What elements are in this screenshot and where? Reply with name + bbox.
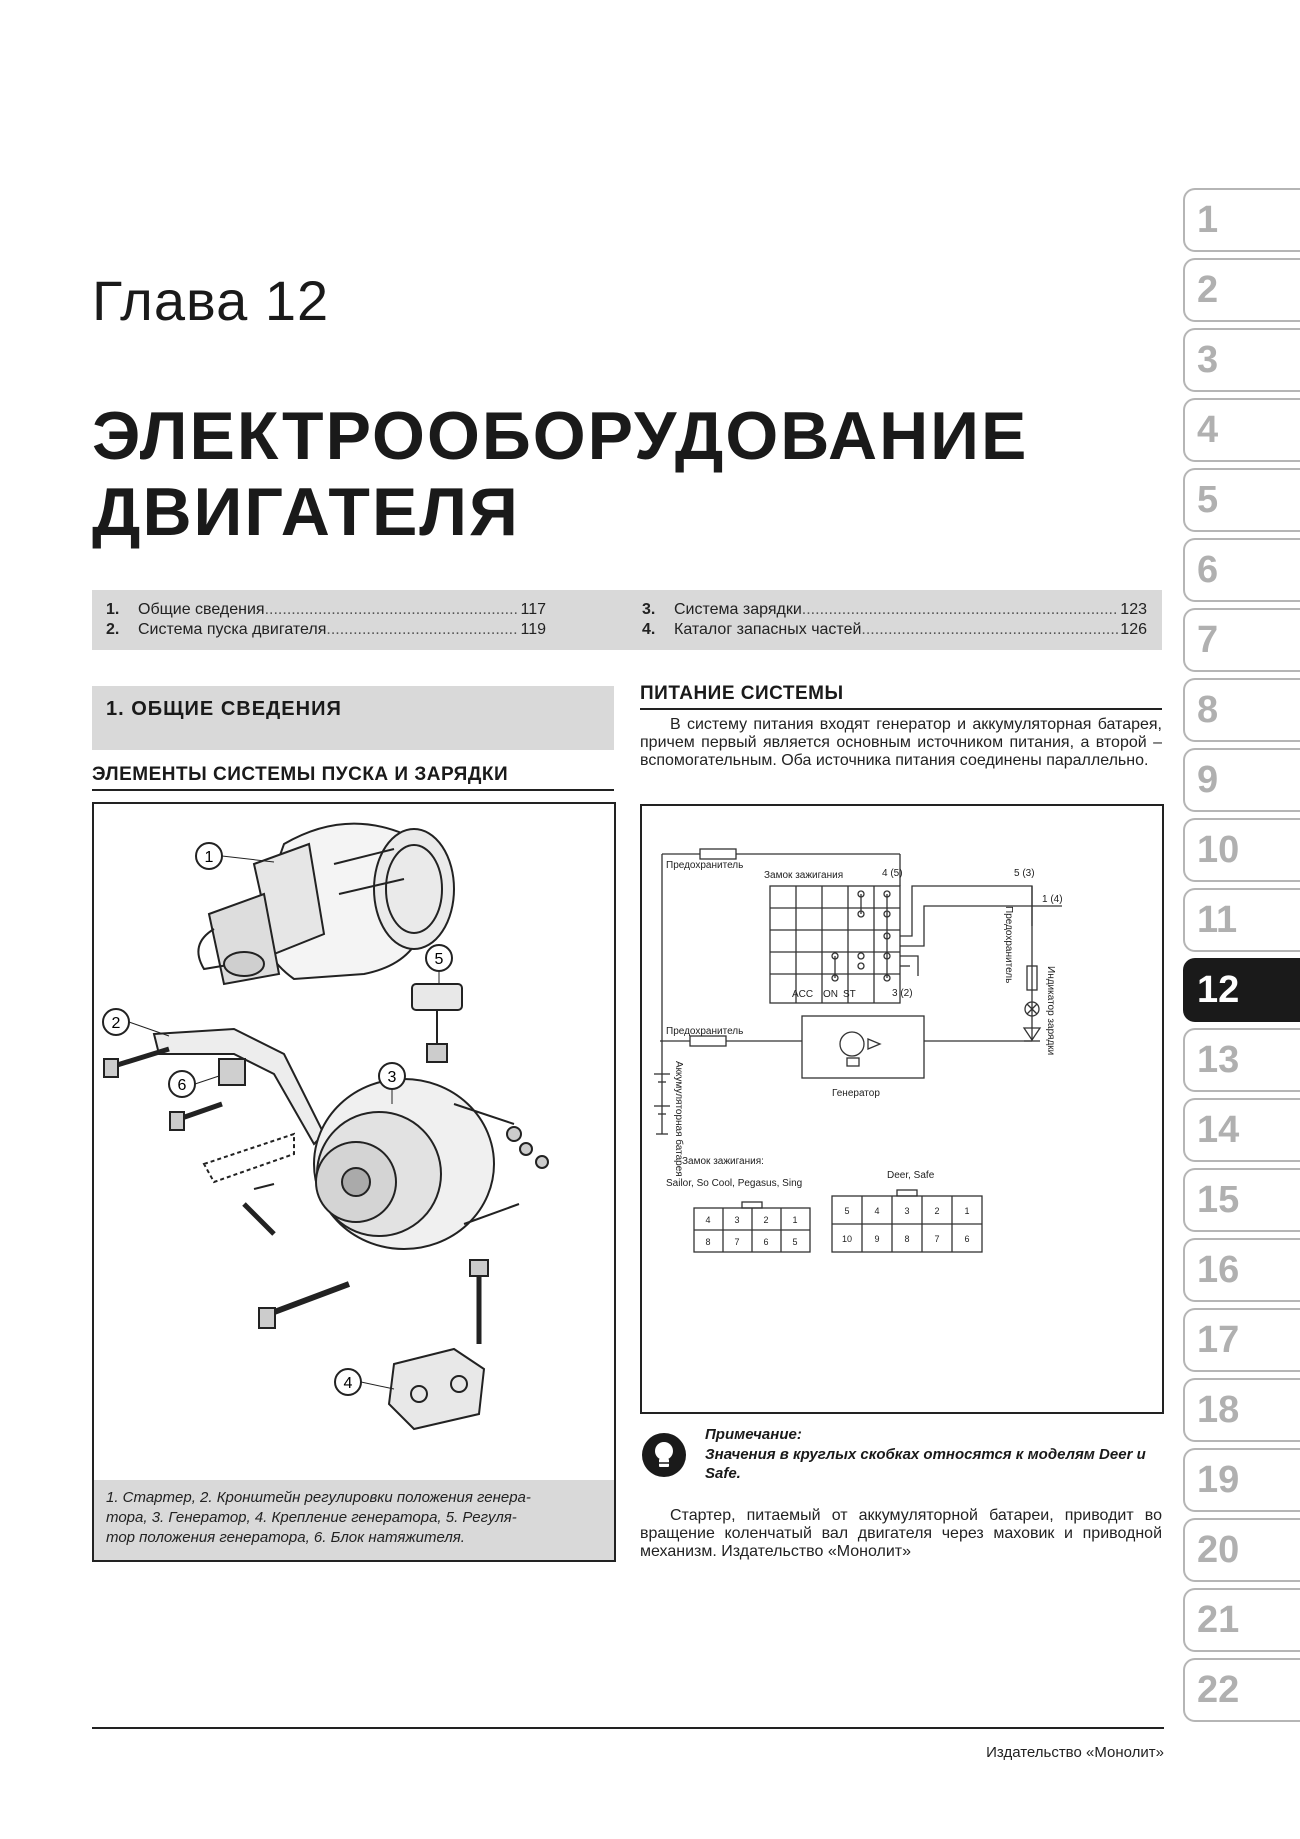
label-models-a: Sailor, So Cool, Pegasus, Sing bbox=[666, 1178, 803, 1189]
svg-text:5: 5 bbox=[844, 1206, 850, 1216]
chapter-tab-18[interactable]: 18 bbox=[1183, 1378, 1300, 1442]
svg-text:9: 9 bbox=[874, 1234, 880, 1244]
chapter-tab-5[interactable]: 5 bbox=[1183, 468, 1300, 532]
label-charge-indicator: Индикатор зарядки bbox=[1045, 966, 1056, 1056]
chapter-tab-6[interactable]: 6 bbox=[1183, 538, 1300, 602]
chapter-tab-1[interactable]: 1 bbox=[1183, 188, 1300, 252]
callout-4 bbox=[335, 1369, 394, 1395]
svg-text:2: 2 bbox=[763, 1215, 769, 1225]
chapter-tab-21[interactable]: 21 bbox=[1183, 1588, 1300, 1652]
chapter-title-line1: ЭЛЕКТРООБОРУДОВАНИЕ bbox=[92, 398, 1029, 474]
footer-divider bbox=[92, 1727, 1164, 1729]
chapter-contents bbox=[92, 590, 1162, 650]
starter-paragraph: Стартер, питаемый от аккумуляторной батареи, приводит во вращение коленчатый вал двигателя через маховик и приводной механизм. Издательство «Монолит» bbox=[640, 1507, 1162, 1560]
note-text: Значения в круглых скобках относятся к моделям Deer и Safe. bbox=[705, 1446, 1146, 1482]
footer-publisher: Издательство «Монолит» bbox=[986, 1744, 1164, 1761]
svg-text:1: 1 bbox=[204, 849, 214, 866]
label-pin-53: 5 (3) bbox=[1014, 868, 1035, 879]
chapter-tab-2[interactable]: 2 bbox=[1183, 258, 1300, 322]
label-fuse-top: Предохранитель bbox=[666, 860, 744, 871]
chapter-tab-4[interactable]: 4 bbox=[1183, 398, 1300, 462]
chapter-tab-20[interactable]: 20 bbox=[1183, 1518, 1300, 1582]
chapter-title-line2: ДВИГАТЕЛЯ bbox=[92, 474, 520, 550]
chapter-tab-9[interactable]: 9 bbox=[1183, 748, 1300, 812]
label-st: ST bbox=[843, 989, 856, 1000]
svg-text:4: 4 bbox=[874, 1206, 880, 1216]
components-illustration bbox=[94, 804, 614, 1480]
chapter-tab-16[interactable]: 16 bbox=[1183, 1238, 1300, 1302]
svg-text:1: 1 bbox=[792, 1215, 798, 1225]
starter-drawing bbox=[198, 824, 454, 984]
label-fuse-vertical: Предохранитель bbox=[1003, 906, 1014, 984]
chapter-tab-10[interactable]: 10 bbox=[1183, 818, 1300, 882]
callout-6 bbox=[169, 1071, 219, 1097]
figure-caption: 1. Стартер, 2. Кронштейн регулировки положения генера- тора, 3. Генератор, 4. Крепление генератора, 5. Регуля- тор положения генератора, 6. Блок натяжителя. bbox=[94, 1480, 614, 1560]
svg-text:6: 6 bbox=[177, 1077, 187, 1094]
subheading-power: ПИТАНИЕ СИСТЕМЫ bbox=[640, 683, 1162, 710]
svg-text:8: 8 bbox=[705, 1237, 711, 1247]
power-paragraph: В систему питания входят генератор и аккумуляторная батарея, причем первый является основным источником питания, а второй – вспомогательным. Оба источника питания соединены параллельно. bbox=[640, 716, 1162, 769]
svg-text:3: 3 bbox=[904, 1206, 910, 1216]
label-pin-32: 3 (2) bbox=[892, 988, 913, 999]
svg-text:7: 7 bbox=[734, 1237, 740, 1247]
label-battery: Аккумуляторная батарея bbox=[673, 1061, 684, 1177]
chapter-tab-13[interactable]: 13 bbox=[1183, 1028, 1300, 1092]
chapter-tab-22[interactable]: 22 bbox=[1183, 1658, 1300, 1722]
contents-item[interactable]: 2. Система пуска двигателя ..... 119 bbox=[106, 620, 546, 640]
chapter-label: Глава 12 bbox=[92, 269, 330, 332]
callout-5 bbox=[426, 945, 452, 984]
callout-2 bbox=[103, 1009, 169, 1036]
regulator-drawing bbox=[412, 984, 462, 1062]
label-models-b: Deer, Safe bbox=[887, 1170, 935, 1181]
ignition-lock-grid bbox=[770, 886, 900, 1003]
chapter-tab-11[interactable]: 11 bbox=[1183, 888, 1300, 952]
svg-text:8: 8 bbox=[904, 1234, 910, 1244]
svg-text:3: 3 bbox=[387, 1069, 397, 1086]
label-ignition-lock: Замок зажигания bbox=[764, 870, 844, 881]
svg-text:3: 3 bbox=[734, 1215, 740, 1225]
label-fuse-mid: Предохранитель bbox=[666, 1026, 744, 1037]
svg-text:1: 1 bbox=[964, 1206, 970, 1216]
label-pin-14: 1 (4) bbox=[1042, 894, 1063, 905]
figure-components bbox=[92, 802, 616, 1562]
label-acc: ACC bbox=[792, 989, 814, 1000]
svg-text:4: 4 bbox=[343, 1375, 353, 1392]
wiring-diagram bbox=[640, 804, 1164, 1414]
chapter-tab-19[interactable]: 19 bbox=[1183, 1448, 1300, 1512]
svg-text:4: 4 bbox=[705, 1215, 711, 1225]
contents-column-right bbox=[642, 600, 1147, 640]
contents-column-left bbox=[106, 600, 546, 640]
generator-drawing bbox=[244, 1079, 548, 1249]
chapter-tab-17[interactable]: 17 bbox=[1183, 1308, 1300, 1372]
chapter-tab-15[interactable]: 15 bbox=[1183, 1168, 1300, 1232]
chapter-tab-7[interactable]: 7 bbox=[1183, 608, 1300, 672]
bracket-drawing bbox=[104, 1029, 324, 1144]
wiring-diagram-svg bbox=[642, 806, 1162, 1412]
chapter-tab-12-active[interactable]: 12 bbox=[1183, 958, 1300, 1022]
label-on: ON bbox=[823, 989, 838, 1000]
svg-text:10: 10 bbox=[841, 1234, 853, 1244]
svg-text:5: 5 bbox=[434, 951, 444, 968]
note-title: Примечание: bbox=[705, 1426, 802, 1443]
contents-item[interactable]: 4. Каталог запасных частей ..... 126 bbox=[642, 620, 1147, 640]
label-pin-45: 4 (5) bbox=[882, 868, 903, 879]
svg-text:6: 6 bbox=[964, 1234, 970, 1244]
lightbulb-icon bbox=[641, 1432, 687, 1478]
label-generator: Генератор bbox=[832, 1088, 880, 1099]
svg-text:5: 5 bbox=[792, 1237, 798, 1247]
section-heading: 1. ОБЩИЕ СВЕДЕНИЯ bbox=[106, 698, 342, 720]
svg-text:2: 2 bbox=[111, 1015, 121, 1032]
svg-text:7: 7 bbox=[934, 1234, 940, 1244]
subheading-elements: ЭЛЕМЕНТЫ СИСТЕМЫ ПУСКА И ЗАРЯДКИ bbox=[92, 764, 614, 791]
chapter-title bbox=[92, 398, 1029, 550]
chapter-tab-3[interactable]: 3 bbox=[1183, 328, 1300, 392]
contents-item[interactable]: 1. Общие сведения ..... 117 bbox=[106, 600, 546, 620]
section-heading-box bbox=[92, 686, 614, 750]
chapter-tab-8[interactable]: 8 bbox=[1183, 678, 1300, 742]
svg-text:6: 6 bbox=[763, 1237, 769, 1247]
svg-text:2: 2 bbox=[934, 1206, 940, 1216]
contents-item[interactable]: 3. Система зарядки ..... 123 bbox=[642, 600, 1147, 620]
chapter-tab-14[interactable]: 14 bbox=[1183, 1098, 1300, 1162]
label-ignition-lock2: Замок зажигания: bbox=[682, 1156, 764, 1167]
